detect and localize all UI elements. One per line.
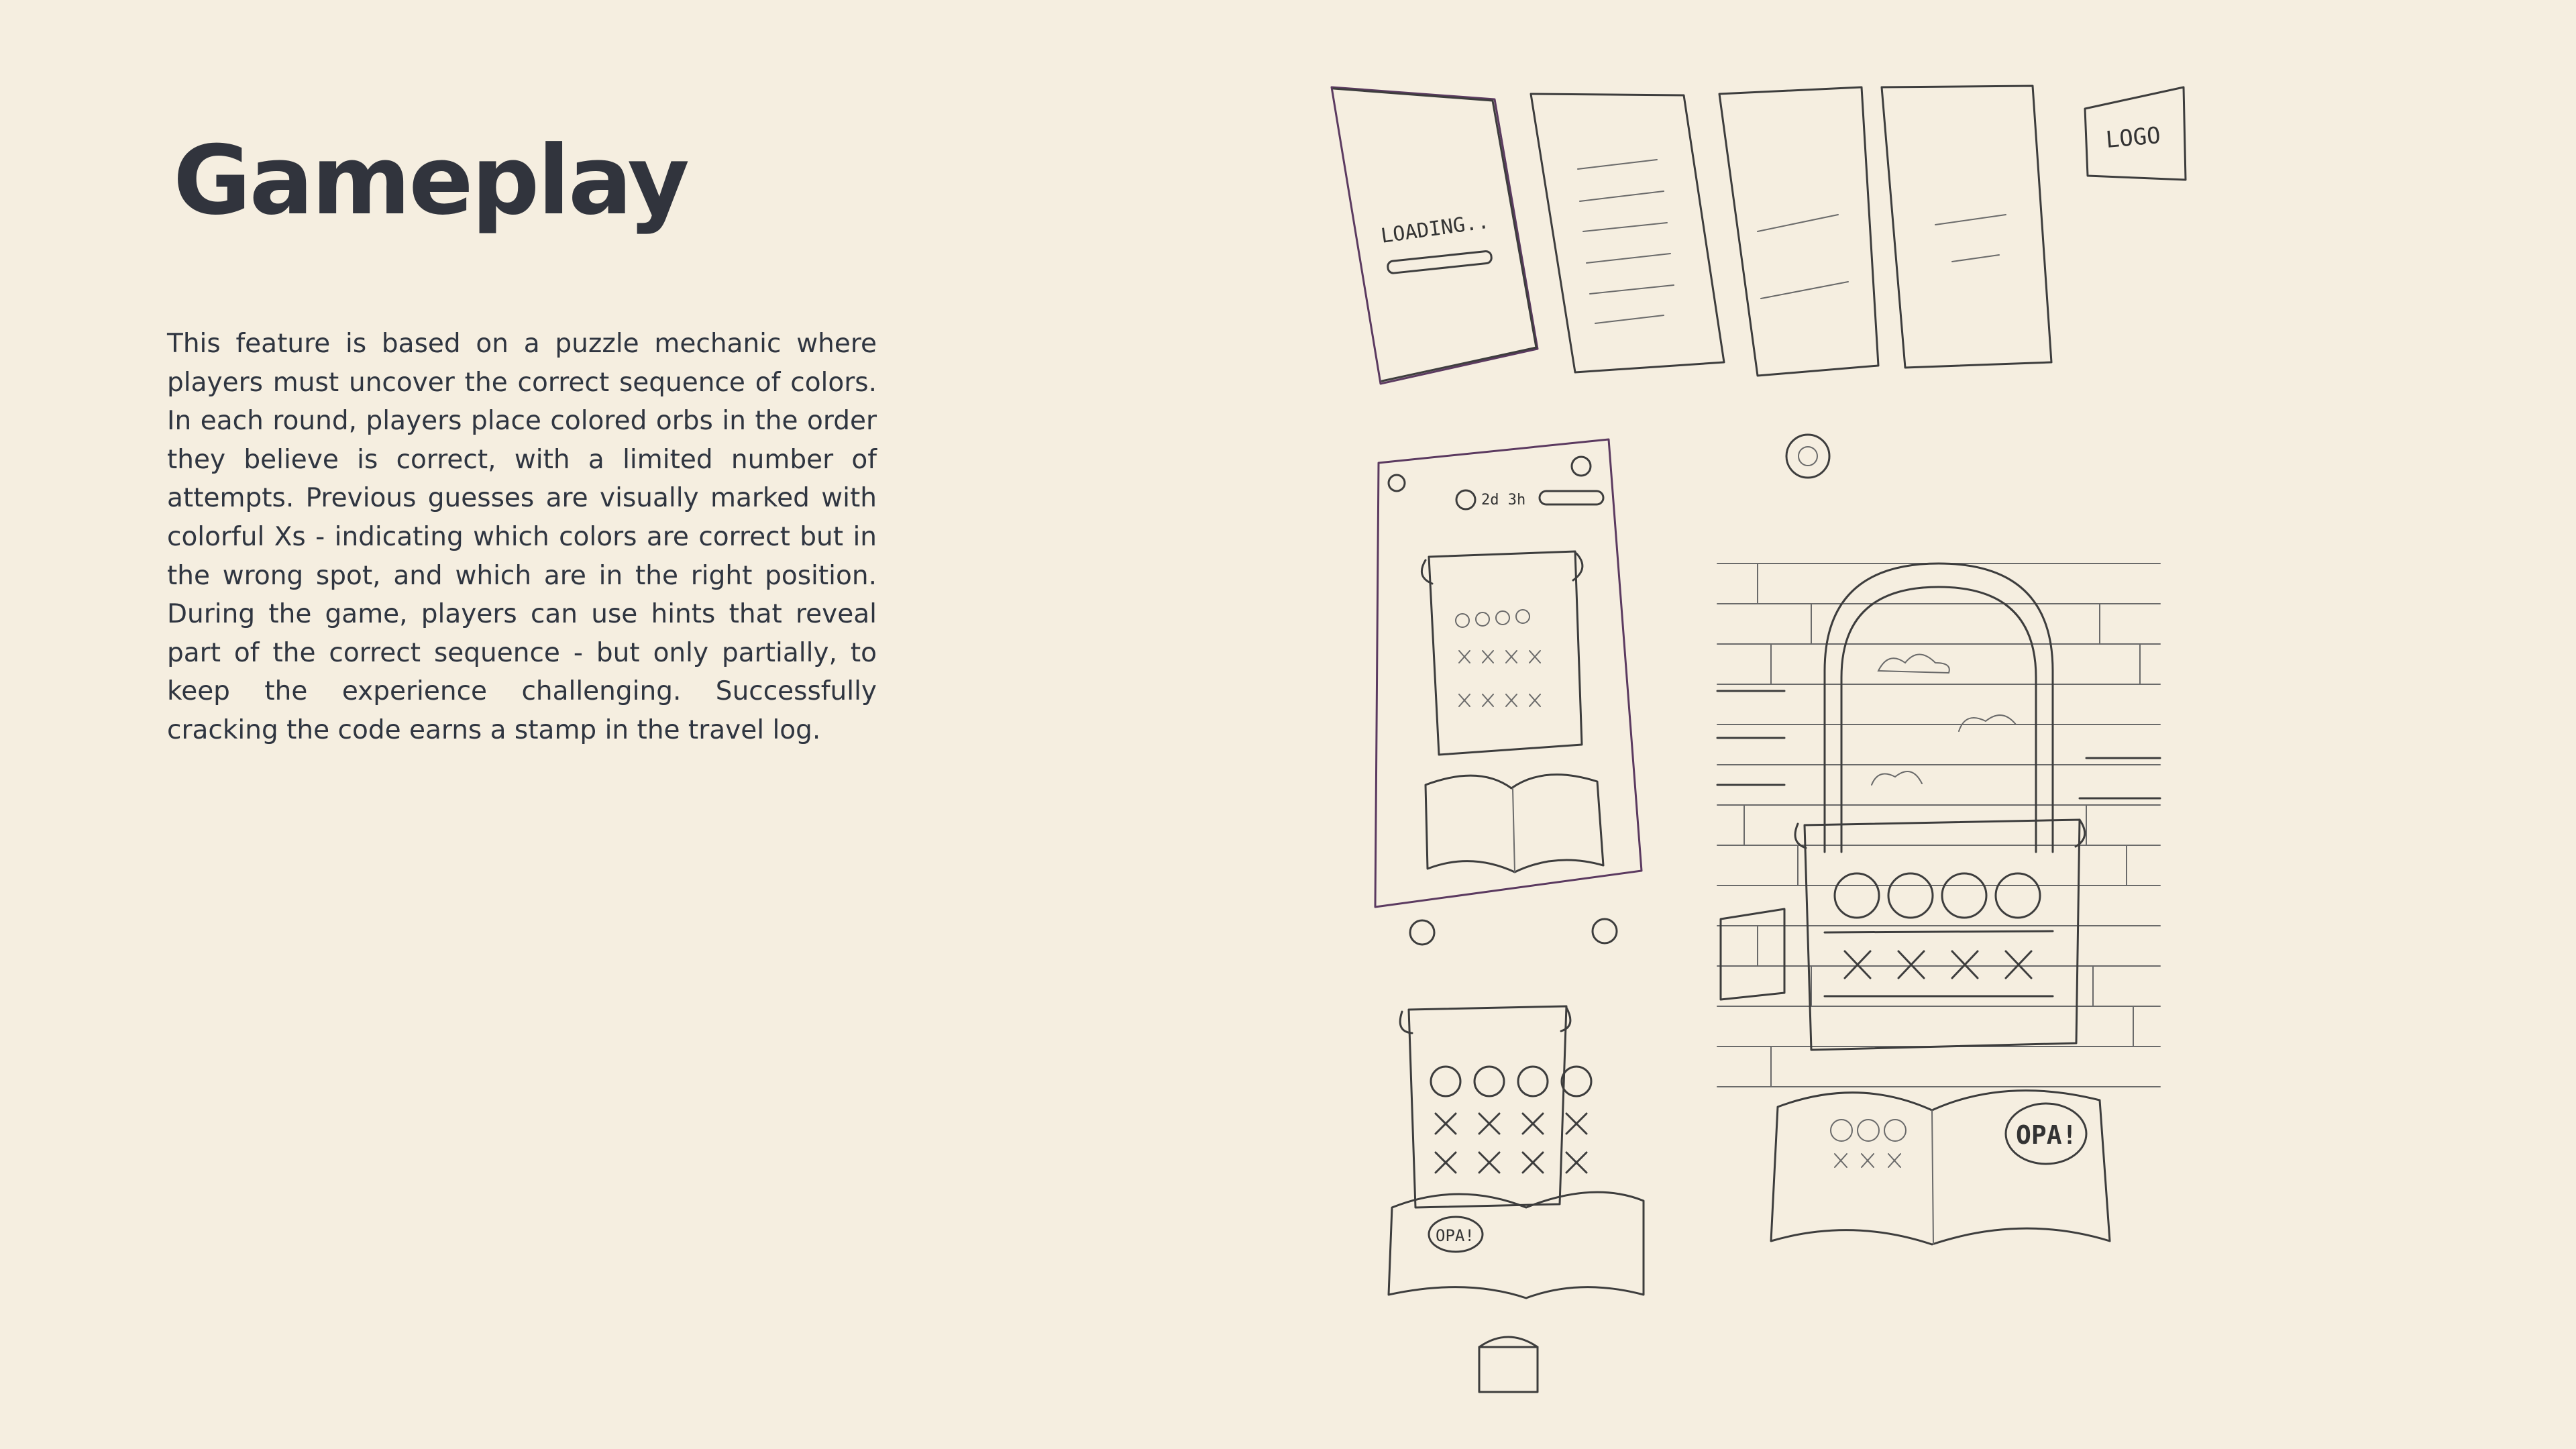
timer-label: 2d 3h bbox=[1481, 492, 1526, 508]
main-scene-sketch bbox=[1717, 564, 2160, 1244]
chest-icon bbox=[1479, 1337, 1538, 1392]
book-badge-small: OPA! bbox=[1436, 1226, 1474, 1245]
instructions-screen-sketch bbox=[1531, 94, 1724, 372]
board-book-sketch bbox=[1389, 1006, 1644, 1298]
book-badge-large: OPA! bbox=[2016, 1120, 2078, 1150]
page-title: Gameplay bbox=[173, 125, 688, 236]
logo-placeholder-sketch bbox=[2085, 87, 2186, 180]
correct-screen-sketch bbox=[1882, 86, 2051, 368]
phone-mockup-sketch bbox=[1375, 439, 1642, 945]
gear-icon bbox=[1786, 435, 1829, 478]
logo-label: LOGO bbox=[2104, 121, 2162, 154]
gameplay-description: This feature is based on a puzzle mechanic where players must uncover the correct sequence of colors. In each round, players place colored orbs in the order they believe is correct, with a limited number of attempts. Previous guesses are visually marked with colorful Xs - indicating which colors are correct but in the wrong spot, and which are in the right position. During the game, players can use hints that reveal part of the correct sequence - but only partially, to keep the experience challenging. Successfully cracking the code earns a stamp in the travel log. bbox=[167, 329, 877, 745]
loading-label: LOADING.. bbox=[1379, 209, 1491, 248]
success-screen-sketch bbox=[1719, 87, 1878, 376]
loading-screen-sketch bbox=[1332, 87, 1538, 384]
